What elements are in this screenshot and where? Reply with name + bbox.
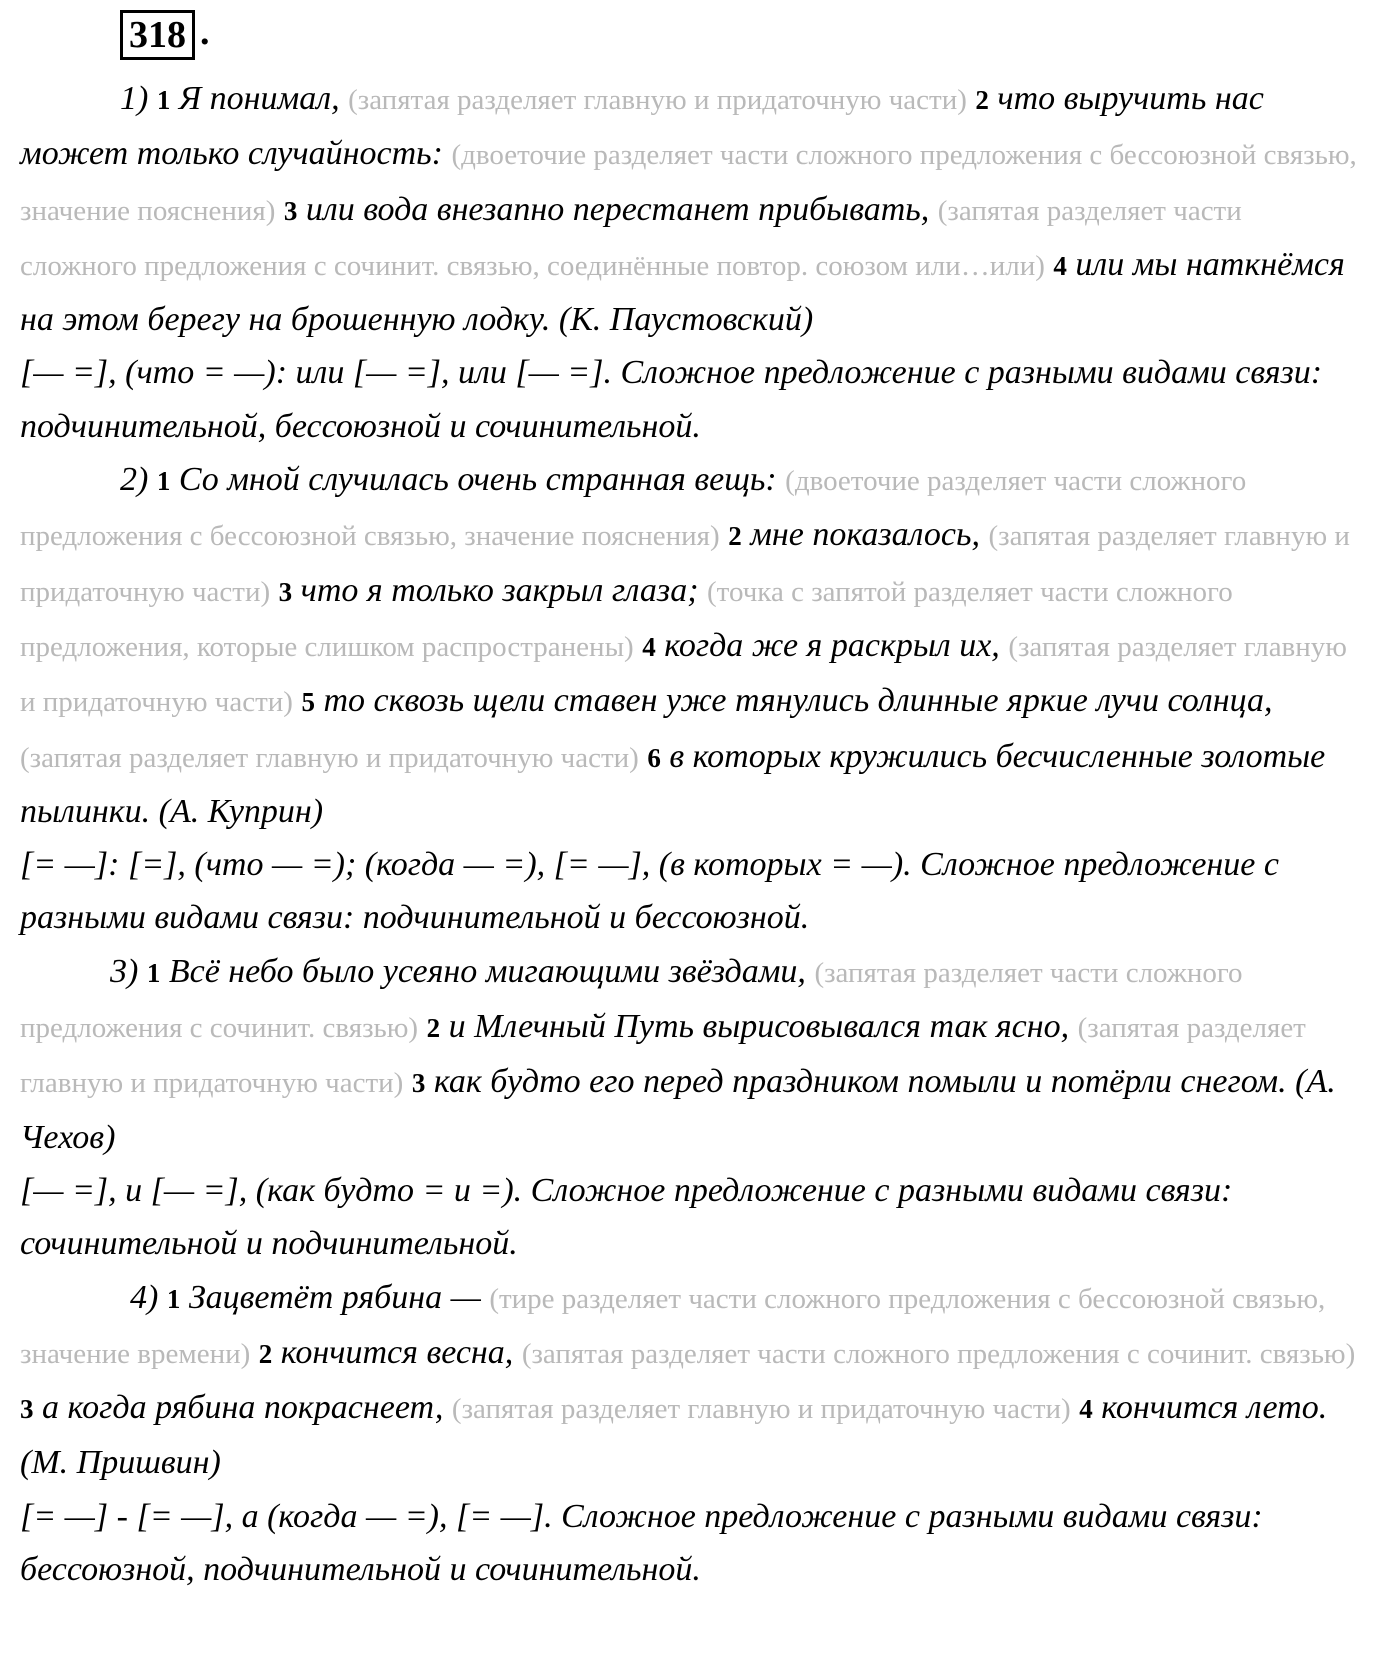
- sentence-scheme: [— =], и [— =], (как будто = и =). Сложное предложение с разными видами связи: сочинительной и подчинительной.: [20, 1171, 1233, 1263]
- sentence-part: Я понимал,: [178, 80, 340, 117]
- punctuation-comment: (запятая разделяет главную и придаточную части): [20, 630, 1347, 719]
- punctuation-comment: (двоеточие разделяет части сложного предложения с бессоюзной связью, значение пояснения): [20, 465, 1247, 553]
- sentence-part: когда же я раскрыл их,: [664, 626, 1000, 664]
- part-number: 3: [283, 195, 298, 226]
- punctuation-comment: (запятая разделяет главную и придаточную части): [20, 1012, 1306, 1100]
- sentence-scheme: [= —] - [= —], а (когда — =), [= —]. Сложное предложение с разными видами связи: бессоюзной, подчинительной и сочинительной.: [20, 1497, 1263, 1589]
- sentence-part: в которых кружились бесчисленные золотые пылинки. (А. Куприн): [20, 737, 1326, 830]
- part-number: 5: [301, 687, 315, 718]
- punctuation-comment: (запятая разделяет главную и придаточную части): [451, 1393, 1071, 1426]
- sentence-part: то сквозь щели ставен уже тянулись длинные яркие лучи солнца,: [323, 682, 1273, 720]
- sentence-part: а когда рябина покраснеет,: [42, 1389, 444, 1427]
- item-label: 1): [120, 80, 149, 117]
- sentence-part: кончится весна,: [280, 1333, 514, 1371]
- part-number: 1: [166, 1283, 181, 1314]
- punctuation-comment: (запятая разделяет главную и придаточную части): [348, 84, 967, 116]
- sentence-part: Зацветёт рябина —: [188, 1278, 481, 1316]
- item-label: 4): [130, 1278, 159, 1316]
- punctuation-comment: (запятая разделяет части сложного предложения с сочинит. связью, соединённые повтор. союзом или…или): [20, 194, 1242, 282]
- sentence-part: Всё небо было усеяно мигающими звёздами,: [168, 952, 806, 990]
- part-number: 6: [647, 742, 661, 773]
- sentence-paragraph: [20, 72, 1360, 346]
- part-number: 2: [975, 85, 989, 115]
- sentence-part: или вода внезапно перестанет прибывать,: [305, 190, 930, 228]
- punctuation-comment: (двоеточие разделяет части сложного предложения с бессоюзной связью, значение пояснения): [20, 139, 1357, 227]
- sentence-part: как будто его перед праздником помыли и потёрли снегом. (А. Чехов): [20, 1063, 1336, 1156]
- punctuation-comment: (запятая разделяет части сложного предложения с сочинит. связью): [20, 956, 1243, 1045]
- sentence-scheme: [— =], (что = —): или [— =], или [— =]. Сложное предложение с разными видами связи: подчинительной, бессоюзной и сочинительной.: [20, 354, 1323, 445]
- exercise-item-4: [20, 1271, 1360, 1597]
- exercise-item-2: [20, 453, 1360, 945]
- part-number: 4: [1053, 250, 1067, 281]
- exercise-content: [20, 72, 1360, 1596]
- part-number: 1: [156, 85, 171, 115]
- part-number: 1: [146, 957, 161, 988]
- part-number: 1: [156, 466, 171, 497]
- exercise-item-3: [20, 945, 1360, 1271]
- exercise-number: 318: [120, 10, 195, 60]
- part-number: 4: [642, 631, 656, 662]
- sentence-part: или мы наткнёмся на этом берегу на брошенную лодку. (К. Паустовский): [20, 245, 1345, 339]
- sentence-part: Со мной случилась очень странная вещь:: [178, 461, 777, 499]
- part-number: 2: [426, 1013, 441, 1044]
- punctuation-comment: (точка с запятой разделяет части сложного предложения, которые слишком распространены): [20, 575, 1233, 663]
- punctuation-comment: (тире разделяет части сложного предложения с бессоюзной связью, значение времени): [20, 1282, 1326, 1370]
- sentence-part: кончится лето. (М. Пришвин): [20, 1389, 1328, 1482]
- punctuation-comment: (запятая разделяет части сложного предложения с сочинит. связью): [521, 1337, 1356, 1370]
- part-number: 2: [258, 1338, 273, 1369]
- part-number: 3: [20, 1394, 34, 1425]
- part-number: 3: [411, 1068, 426, 1099]
- sentence-paragraph: [20, 1271, 1360, 1490]
- sentence-scheme: [= —]: [=], (что — =); (когда — =), [= —], (в которых = —). Сложное предложение с разными видами связи: подчинительной и бессоюзной.: [20, 846, 1279, 937]
- sentence-part: что я только закрыл глаза;: [300, 571, 699, 609]
- exercise-item-1: [20, 72, 1360, 453]
- exercise-number-dot: .: [200, 11, 210, 53]
- sentence-paragraph: [20, 945, 1360, 1164]
- part-number: 4: [1079, 1394, 1093, 1425]
- sentence-part: и Млечный Путь вырисовывался так ясно,: [448, 1008, 1070, 1046]
- sentence-part: мне показалось,: [750, 516, 980, 554]
- part-number: 3: [278, 576, 293, 607]
- item-label: 2): [120, 461, 149, 499]
- item-label: 3): [110, 952, 139, 990]
- punctuation-comment: (запятая разделяет главную и придаточную части): [20, 741, 639, 774]
- part-number: 2: [728, 521, 742, 552]
- punctuation-comment: (запятая разделяет главную и придаточную части): [20, 520, 1350, 608]
- sentence-part: что выручить нас может только случайность:: [20, 80, 1264, 173]
- sentence-paragraph: [20, 453, 1360, 838]
